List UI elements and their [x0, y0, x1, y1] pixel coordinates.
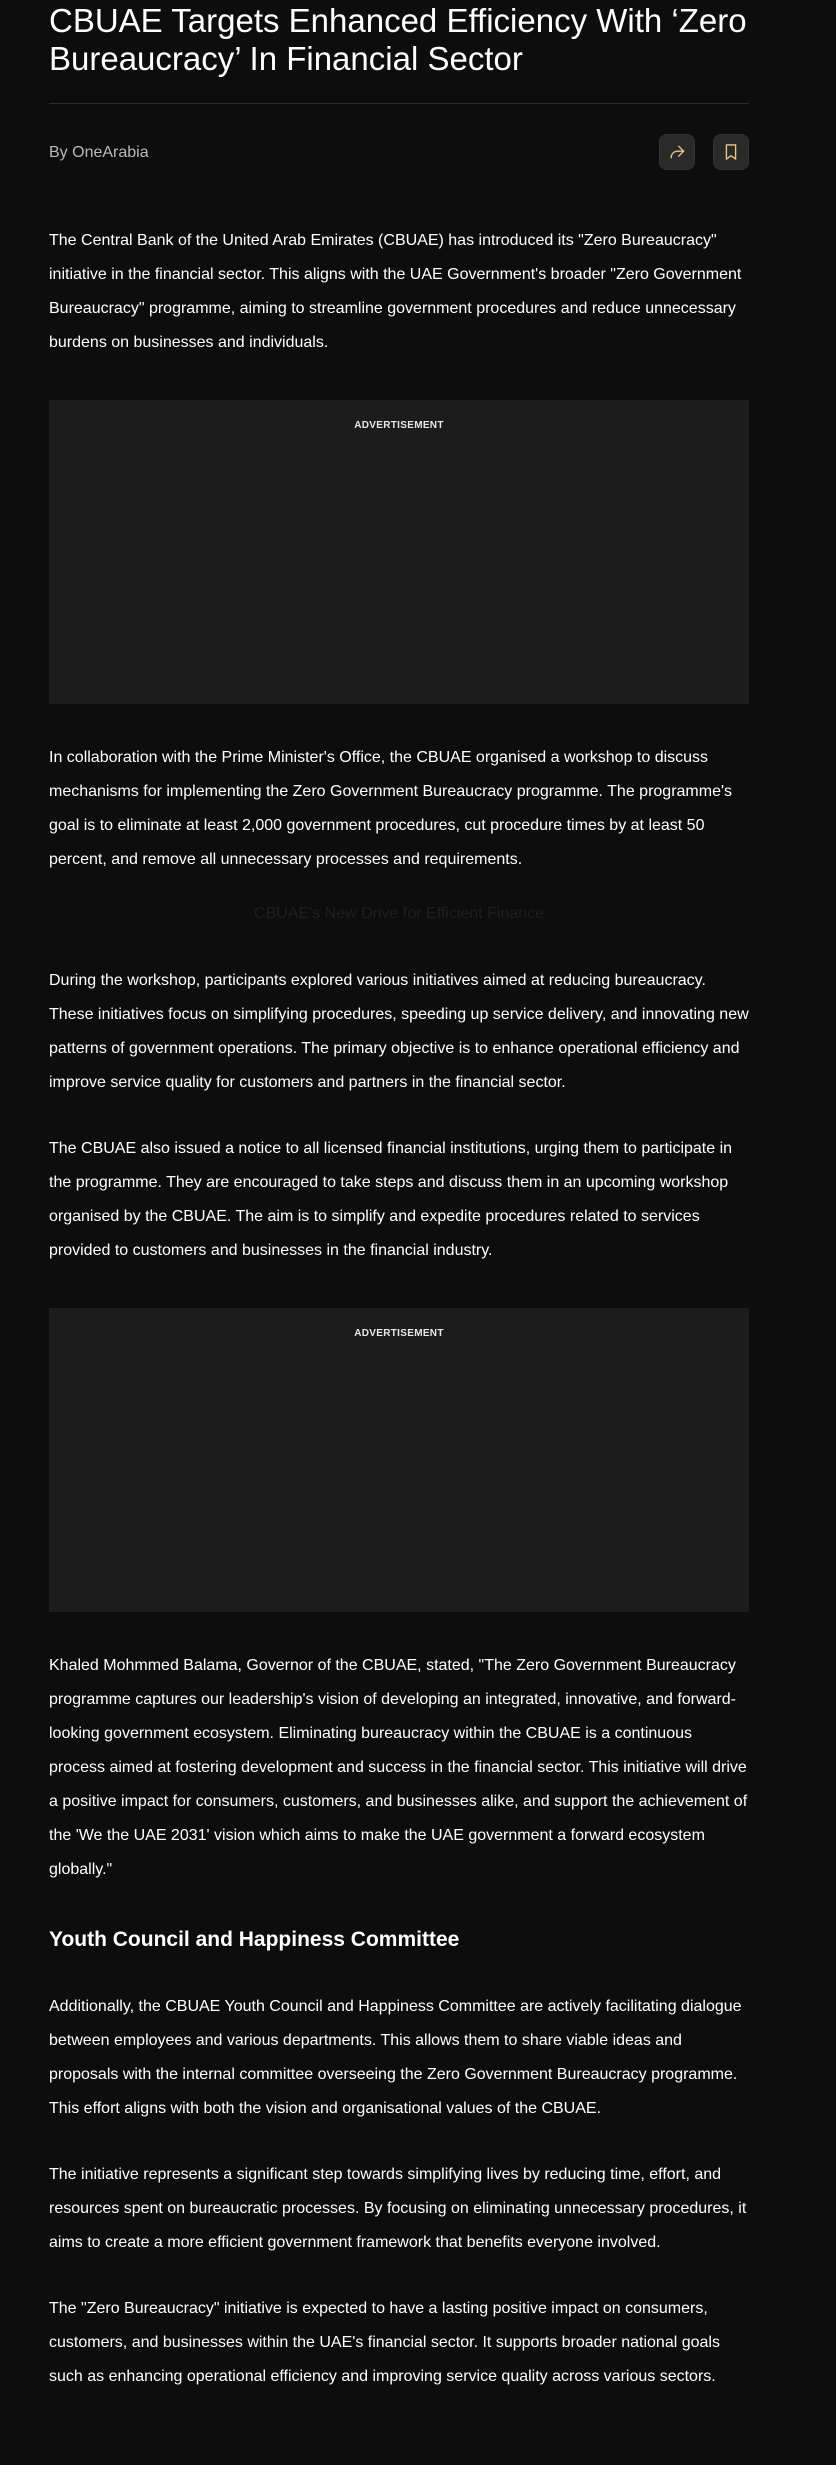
- related-article-link[interactable]: CBUAE's New Drive for Efficient Finance: [254, 905, 544, 922]
- article-title: CBUAE Targets Enhanced Efficiency With ‘Zero Bureaucracy’ In Financial Sector: [49, 2, 747, 77]
- advertisement-label: ADVERTISEMENT: [354, 420, 444, 431]
- article-paragraph: The Central Bank of the United Arab Emirates (CBUAE) has introduced its "Zero Bureaucracy" initiative in the financial sector. This aligns with the UAE Government's broader "Zero Government Bureaucracy" programme, aiming to streamline government procedures and reduce unnecessary burdens on businesses and individuals.: [49, 232, 742, 351]
- section-heading: Youth Council and Happiness Committee: [49, 1928, 460, 1951]
- title-divider: [49, 103, 749, 104]
- article-paragraph: The CBUAE also issued a notice to all licensed financial institutions, urging them to participate in the programme. They are encouraged to take steps and discuss them in an upcoming workshop organised by the CBUAE. The aim is to simplify and expedite procedures related to services provided to customers and businesses in the financial industry.: [49, 1140, 733, 1259]
- share-icon: [667, 142, 687, 162]
- article-meta: [49, 123, 749, 183]
- article-paragraph: During the workshop, participants explored various initiatives aimed at reducing bureaucracy. These initiatives focus on simplifying procedures, speeding up service delivery, and innovating new patterns of government operations. The primary objective is to enhance operational efficiency and improve service quality for customers and partners in the financial sector.: [49, 972, 749, 1091]
- byline: By OneArabia: [49, 144, 149, 161]
- article-paragraph: Khaled Mohmmed Balama, Governor of the CBUAE, stated, "The Zero Government Bureaucracy programme captures our leadership's vision of developing an integrated, innovative, and forward-looking government ecosystem. Eliminating bureaucracy within the CBUAE is a continuous process aimed at fostering development and success in the financial sector. This initiative will drive a positive impact for consumers, customers, and businesses alike, and support the achievement of the 'We the UAE 2031' vision which aims to make the UAE government a forward ecosystem globally.": [49, 1657, 748, 1878]
- share-button[interactable]: [659, 134, 695, 170]
- article: [49, 0, 749, 2394]
- article-paragraph: The "Zero Bureaucracy" initiative is expected to have a lasting positive impact on consumers, customers, and businesses within the UAE's financial sector. It supports broader national goals such as enhancing operational efficiency and improving service quality across various sectors.: [49, 2300, 720, 2385]
- bookmark-icon: [721, 142, 741, 162]
- advertisement-slot[interactable]: [49, 400, 749, 704]
- advertisement-label: ADVERTISEMENT: [354, 1328, 444, 1339]
- article-paragraph: In collaboration with the Prime Minister's Office, the CBUAE organised a workshop to discuss mechanisms for implementing the Zero Government Bureaucracy programme. The programme's goal is to eliminate at least 2,000 government procedures, cut procedure times by at least 50 percent, and remove all unnecessary processes and requirements.: [49, 749, 733, 868]
- article-actions: [659, 134, 749, 170]
- bookmark-button[interactable]: [713, 134, 749, 170]
- advertisement-slot[interactable]: [49, 1308, 749, 1612]
- article-paragraph: Additionally, the CBUAE Youth Council and Happiness Committee are actively facilitating dialogue between employees and various departments. This allows them to share viable ideas and proposals with the internal committee overseeing the Zero Government Bureaucracy programme. This effort aligns with both the vision and organisational values of the CBUAE.: [49, 1998, 742, 2117]
- article-paragraph: The initiative represents a significant step towards simplifying lives by reducing time, effort, and resources spent on bureaucratic processes. By focusing on eliminating unnecessary procedures, it aims to create a more efficient government framework that benefits everyone involved.: [49, 2166, 747, 2251]
